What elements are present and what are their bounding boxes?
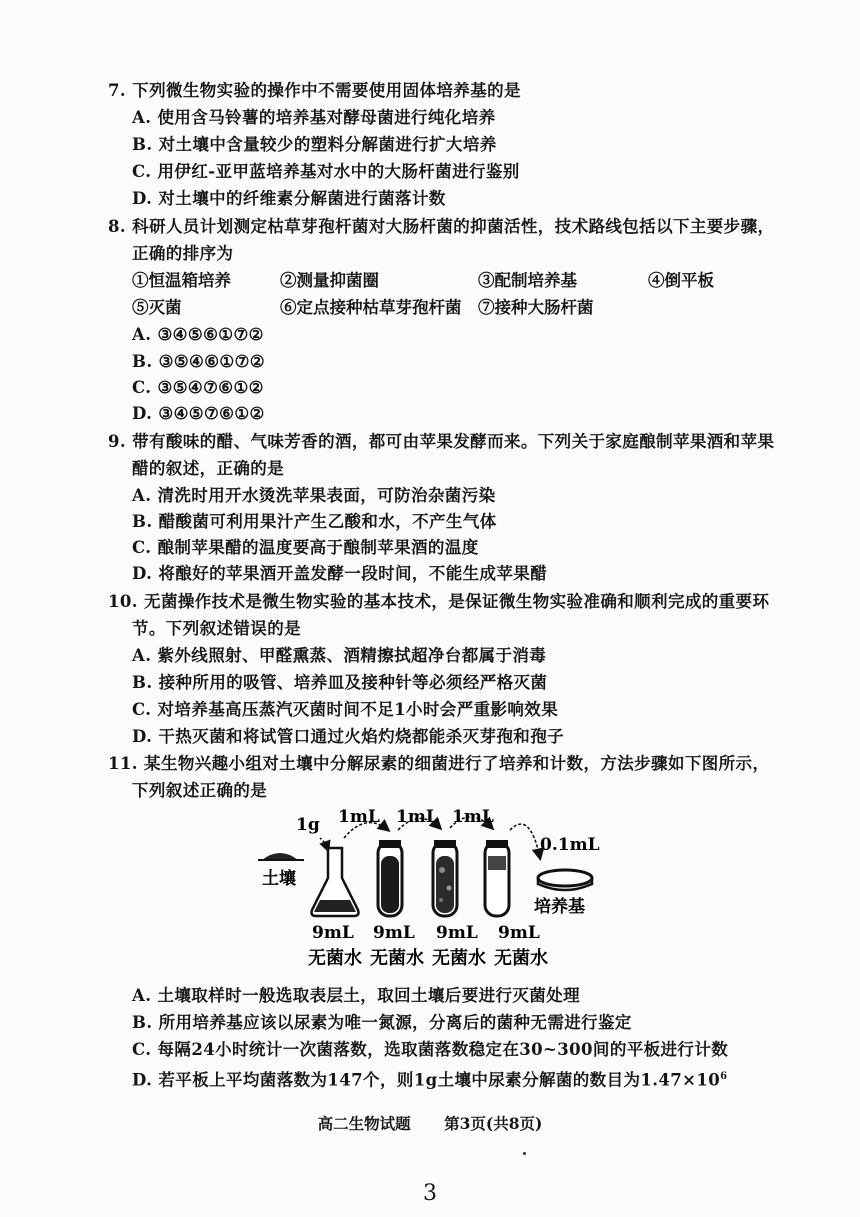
q9-option-b: B. 醋酸菌可利用果汁产生乙酸和水，不产生气体 xyxy=(132,512,497,531)
q8-step-6: ⑥定点接种枯草芽孢杆菌 xyxy=(280,298,462,317)
q10-option-c: C. 对培养基高压蒸汽灭菌时间不足1小时会严重影响效果 xyxy=(132,700,559,719)
q8-step-4: ④倒平板 xyxy=(648,271,714,290)
q8-step-5: ⑤灭菌 xyxy=(132,298,182,317)
transfer-3-label: 1mL xyxy=(452,807,494,827)
footer-subject: 高二生物试题 xyxy=(317,1114,411,1133)
q11-option-d-text: D. 若平板上平均菌落数为147个，则1g土壤中尿素分解菌的数目为1.47×10 xyxy=(132,1070,721,1090)
q11-option-d xyxy=(132,1067,728,1091)
q7-option-a: A. 使用含马铃薯的培养基对酵母菌进行纯化培养 xyxy=(132,108,496,127)
q8-option-d: D. ③④⑤⑦⑥①② xyxy=(132,404,265,423)
test-tube-3 xyxy=(485,840,509,916)
page-number: 3 xyxy=(423,1181,437,1206)
q9-stem-line2: 醋的叙述，正确的是 xyxy=(132,459,285,478)
q7-option-c: C. 用伊红-亚甲蓝培养基对水中的大肠杆菌进行鉴别 xyxy=(132,162,520,181)
plating-volume-label: 0.1mL xyxy=(540,835,600,855)
water-label-4: 无菌水 xyxy=(494,948,548,969)
conical-flask xyxy=(312,848,359,916)
q11-option-c: C. 每隔24小时统计一次菌落数，选取菌落数稳定在30~300间的平板进行计数 xyxy=(132,1040,729,1059)
q11-stem-line2: 下列叙述正确的是 xyxy=(132,781,268,800)
q8-stem-line1: 8. 科研人员计划测定枯草芽孢杆菌对大肠杆菌的抑菌活性，技术路线包括以下主要步骤， xyxy=(108,217,775,236)
page-footer xyxy=(0,1112,860,1134)
soil-sample xyxy=(258,853,304,860)
volume-label-4: 9mL xyxy=(498,923,540,943)
q10-stem-line1: 10. 无菌操作技术是微生物实验的基本技术，是保证微生物实验准确和顺利完成的重要环 xyxy=(108,592,770,611)
q8-option-b: B. ③⑤④⑥①⑦② xyxy=(132,352,265,371)
soil-mass-label: 1g xyxy=(296,815,320,835)
volume-label-3: 9mL xyxy=(436,923,478,943)
q8-step-1: ①恒温箱培养 xyxy=(132,271,231,290)
q7-stem: 7. 下列微生物实验的操作中不需要使用固体培养基的是 xyxy=(108,81,521,100)
water-label-1: 无菌水 xyxy=(308,948,362,969)
transfer-2-label: 1mL xyxy=(396,807,438,827)
q10-stem-line2: 节。下列叙述错误的是 xyxy=(132,619,301,638)
q11-stem-line1: 11. 某生物兴趣小组对土壤中分解尿素的细菌进行了培养和计数，方法步骤如下图所示， xyxy=(108,754,770,773)
q8-option-c: C. ③⑤④⑦⑥①② xyxy=(132,378,264,397)
q9-option-a: A. 清洗时用开水烫洗苹果表面，可防治杂菌污染 xyxy=(132,486,496,505)
serial-dilution-diagram xyxy=(240,800,620,975)
petri-dish xyxy=(538,870,592,890)
q9-option-c: C. 酿制苹果醋的温度要高于酿制苹果酒的温度 xyxy=(132,538,479,557)
q11-option-a: A. 土壤取样时一般选取表层土，取回土壤后要进行灭菌处理 xyxy=(132,986,580,1005)
test-tube-2 xyxy=(433,840,457,916)
plate-label: 培养基 xyxy=(534,897,585,917)
water-label-2: 无菌水 xyxy=(370,948,424,969)
q11-option-d-exponent: 6 xyxy=(720,1071,728,1082)
q10-option-d: D. 干热灭菌和将试管口通过火焰灼烧都能杀灭芽孢和孢子 xyxy=(132,727,565,746)
q8-step-7: ⑦接种大肠杆菌 xyxy=(478,298,594,317)
q7-option-d: D. 对土壤中的纤维素分解菌进行菌落计数 xyxy=(132,189,446,208)
q8-stem-line2: 正确的排序为 xyxy=(132,244,234,263)
q9-stem-line1: 9. 带有酸味的醋、气味芳香的酒，都可由苹果发酵而来。下列关于家庭酿制苹果酒和苹果 xyxy=(108,432,775,451)
q10-option-a: A. 紫外线照射、甲醛熏蒸、酒精擦拭超净台都属于消毒 xyxy=(132,646,547,665)
q10-option-b: B. 接种所用的吸管、培养皿及接种针等必须经严格灭菌 xyxy=(132,673,548,692)
transfer-1-label: 1mL xyxy=(338,807,380,827)
scan-speck xyxy=(523,1152,526,1155)
test-tube-1 xyxy=(378,840,402,916)
q8-step-3: ③配制培养基 xyxy=(478,271,577,290)
q7-option-b: B. 对土壤中含量较少的塑料分解菌进行扩大培养 xyxy=(132,135,497,154)
volume-label-2: 9mL xyxy=(373,923,415,943)
water-label-3: 无菌水 xyxy=(432,948,486,969)
footer-page-info: 第3页(共8页) xyxy=(444,1114,543,1133)
q9-option-d: D. 将酿好的苹果酒开盖发酵一段时间，不能生成苹果醋 xyxy=(132,564,548,583)
volume-label-1: 9mL xyxy=(312,923,354,943)
q8-option-a: A. ③④⑤⑥①⑦② xyxy=(132,325,264,344)
plating-arrow xyxy=(510,824,540,858)
soil-label: 土壤 xyxy=(262,869,296,889)
q11-option-b: B. 所用培养基应该以尿素为唯一氮源，分离后的菌种无需进行鉴定 xyxy=(132,1013,632,1032)
q8-step-2: ②测量抑菌圈 xyxy=(280,271,379,290)
